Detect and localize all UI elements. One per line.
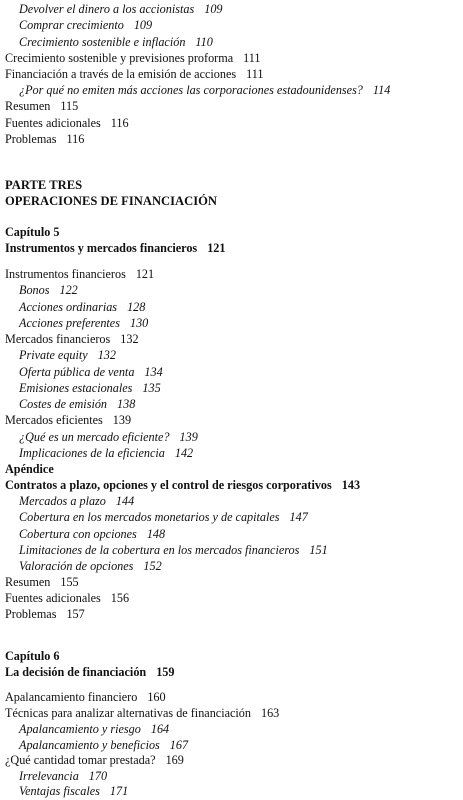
toc-entry bbox=[5, 690, 166, 705]
toc-entry-title: Problemas bbox=[5, 607, 57, 621]
toc-entry bbox=[19, 527, 165, 542]
toc-entry-title: ¿Por qué no emiten más acciones las corporaciones estadounidenses? bbox=[19, 83, 363, 97]
toc-entry bbox=[5, 267, 154, 282]
chapter-title bbox=[5, 665, 174, 680]
toc-entry bbox=[19, 446, 193, 461]
toc-entry-title: Oferta pública de venta bbox=[19, 365, 135, 379]
toc-entry-title: Cobertura con opciones bbox=[19, 527, 137, 541]
toc-entry-title: Bonos bbox=[19, 283, 50, 297]
toc-page-number: 167 bbox=[169, 738, 189, 752]
toc-entry bbox=[5, 332, 139, 347]
toc-entry-title: Fuentes adicionales bbox=[5, 116, 101, 130]
toc-page-number: 148 bbox=[146, 527, 166, 541]
toc-page-number: 138 bbox=[117, 397, 136, 411]
toc-page-number: 164 bbox=[150, 722, 170, 736]
toc-page-number: 160 bbox=[147, 690, 166, 704]
toc-entry bbox=[5, 51, 261, 66]
toc-entry-title: Emisiones estacionales bbox=[19, 381, 133, 395]
toc-entry bbox=[5, 753, 184, 768]
toc-page-number: 159 bbox=[156, 665, 175, 679]
toc-entry bbox=[19, 35, 213, 50]
toc-page-number: 163 bbox=[260, 706, 280, 720]
toc-page-number: 109 bbox=[204, 2, 223, 16]
toc-entry bbox=[5, 413, 131, 428]
toc-page-number: 121 bbox=[135, 267, 155, 281]
toc-entry-title: ¿Qué cantidad tomar prestada? bbox=[5, 753, 156, 767]
appendix-label: Apéndice bbox=[5, 462, 54, 476]
toc-entry bbox=[5, 132, 84, 147]
toc-entry-title: Cobertura en los mercados monetarios y de capitales bbox=[19, 510, 280, 524]
toc-entry-title: Acciones ordinarias bbox=[19, 300, 118, 314]
toc-entry bbox=[19, 430, 198, 445]
toc-entry-title: Irrelevancia bbox=[19, 769, 79, 783]
appendix-title bbox=[5, 478, 360, 493]
toc-entry bbox=[19, 300, 145, 315]
toc-entry bbox=[19, 510, 308, 525]
toc-page-number: 134 bbox=[144, 365, 163, 379]
toc-entry-title: Apalancamiento financiero bbox=[5, 690, 138, 704]
toc-entry bbox=[5, 591, 129, 606]
toc-entry-title: Mercados a plazo bbox=[19, 494, 106, 508]
toc-page-number: 171 bbox=[109, 784, 129, 798]
toc-page-number: 144 bbox=[115, 494, 135, 508]
toc-entry bbox=[19, 397, 135, 412]
toc-entry bbox=[19, 2, 223, 17]
toc-entry bbox=[19, 559, 162, 574]
toc-entry-title: Problemas bbox=[5, 132, 57, 146]
part-title: OPERACIONES DE FINANCIACIÓN bbox=[5, 194, 218, 208]
toc-page-number: 132 bbox=[120, 332, 139, 346]
toc-page-number: 122 bbox=[59, 283, 78, 297]
toc-page-number: 155 bbox=[60, 575, 79, 589]
toc-entry bbox=[5, 116, 129, 131]
toc-entry-title: La decisión de financiación bbox=[5, 665, 147, 679]
toc-entry-title: Instrumentos financieros bbox=[5, 267, 126, 281]
toc-entry-title: Apalancamiento y beneficios bbox=[19, 738, 160, 752]
toc-entry-title: Implicaciones de la eficiencia bbox=[19, 446, 165, 460]
chapter-title bbox=[5, 241, 225, 256]
toc-entry bbox=[5, 99, 78, 114]
toc-entry bbox=[5, 575, 79, 590]
chapter-label: Capítulo 6 bbox=[5, 649, 60, 663]
toc-page-number: 169 bbox=[165, 753, 184, 767]
toc-page-number: 109 bbox=[133, 18, 153, 32]
toc-entry bbox=[19, 769, 107, 784]
toc-entry bbox=[19, 348, 116, 363]
toc-page-number: 114 bbox=[372, 83, 391, 97]
toc-entry bbox=[19, 18, 152, 33]
toc-entry-title: Comprar crecimiento bbox=[19, 18, 124, 32]
toc-entry-title: Fuentes adicionales bbox=[5, 591, 101, 605]
toc-page-number: 170 bbox=[88, 769, 108, 783]
chapter-label: Capítulo 5 bbox=[5, 225, 60, 239]
toc-page-number: 156 bbox=[110, 591, 130, 605]
toc-page-number: 151 bbox=[309, 543, 328, 557]
toc-entry-title: Crecimiento sostenible y previsiones proforma bbox=[5, 51, 234, 65]
toc-page-number: 130 bbox=[129, 316, 149, 330]
toc-page-number: 147 bbox=[289, 510, 308, 524]
toc-page-number: 128 bbox=[127, 300, 146, 314]
toc-entry bbox=[19, 83, 390, 98]
toc-entry-title: Acciones preferentes bbox=[19, 316, 120, 330]
toc-page-number: 110 bbox=[195, 35, 213, 49]
toc-entry bbox=[19, 316, 148, 331]
toc-page-number: 152 bbox=[143, 559, 162, 573]
toc-page-number: 115 bbox=[60, 99, 79, 113]
toc-page-number: 116 bbox=[110, 116, 129, 130]
toc-entry bbox=[5, 706, 279, 721]
toc-entry bbox=[5, 607, 85, 622]
toc-entry-title: Mercados eficientes bbox=[5, 413, 103, 427]
toc-entry bbox=[19, 283, 78, 298]
toc-entry-title: Ventajas fiscales bbox=[19, 784, 100, 798]
toc-page-number: 121 bbox=[207, 241, 226, 255]
toc-entry-title: Mercados financieros bbox=[5, 332, 111, 346]
toc-entry-title: Resumen bbox=[5, 575, 51, 589]
toc-page-number: 135 bbox=[142, 381, 161, 395]
toc-entry-title: ¿Qué es un mercado eficiente? bbox=[19, 430, 170, 444]
toc-entry-title: Técnicas para analizar alternativas de financiación bbox=[5, 706, 251, 720]
toc-entry-title: Limitaciones de la cobertura en los mercados financieros bbox=[19, 543, 300, 557]
toc-page-number: 139 bbox=[179, 430, 198, 444]
toc-entry-title: Contratos a plazo, opciones y el control de riesgos corporativos bbox=[5, 478, 332, 492]
toc-entry bbox=[19, 738, 188, 753]
toc-page-number: 139 bbox=[112, 413, 132, 427]
toc-page-number: 157 bbox=[66, 607, 85, 621]
toc-entry-title: Financiación a través de la emisión de acciones bbox=[5, 67, 237, 81]
toc-page-number: 132 bbox=[97, 348, 116, 362]
toc-entry-title: Apalancamiento y riesgo bbox=[19, 722, 141, 736]
toc-entry-title: Costes de emisión bbox=[19, 397, 108, 411]
part-label: PARTE TRES bbox=[5, 178, 83, 192]
toc-entry-title: Instrumentos y mercados financieros bbox=[5, 241, 198, 255]
toc-entry bbox=[19, 784, 128, 799]
toc-page-number: 142 bbox=[174, 446, 194, 460]
toc-entry-title: Valoración de opciones bbox=[19, 559, 134, 573]
toc-entry bbox=[19, 543, 328, 558]
toc-entry bbox=[19, 365, 163, 380]
toc-page-number: 143 bbox=[341, 478, 361, 492]
toc-entry bbox=[19, 381, 161, 396]
toc-entry bbox=[5, 67, 264, 82]
toc-entry-title: Crecimiento sostenible e inflación bbox=[19, 35, 186, 49]
toc-entry-title: Private equity bbox=[19, 348, 88, 362]
toc-entry-title: Devolver el dinero a los accionistas bbox=[19, 2, 195, 16]
toc-entry bbox=[19, 494, 134, 509]
toc-entry bbox=[19, 722, 169, 737]
toc-page-number: 111 bbox=[243, 51, 261, 65]
toc-page-number: 116 bbox=[66, 132, 85, 146]
toc-page-number: 111 bbox=[246, 67, 264, 81]
toc-entry-title: Resumen bbox=[5, 99, 51, 113]
